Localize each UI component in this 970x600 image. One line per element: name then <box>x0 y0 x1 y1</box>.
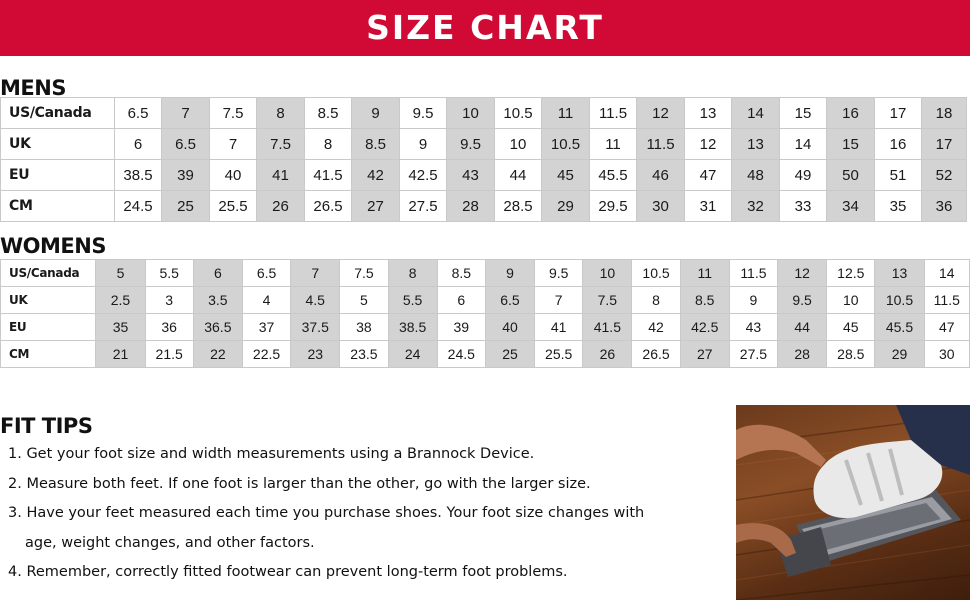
size-cell: 27.5 <box>729 341 777 368</box>
size-cell: 40 <box>485 314 534 341</box>
size-cell: 32 <box>732 191 780 222</box>
size-cell: 11 <box>542 98 590 129</box>
row-label: US/Canada <box>1 98 115 129</box>
fit-tip-item: age, weight changes, and other factors. <box>25 534 315 551</box>
table-row <box>1 260 970 287</box>
size-cell: 17 <box>922 129 967 160</box>
size-cell: 12 <box>637 98 685 129</box>
size-cell: 37 <box>242 314 290 341</box>
size-cell: 6 <box>193 260 242 287</box>
size-cell: 25 <box>485 341 534 368</box>
fit-tips-list <box>8 440 723 588</box>
size-cell: 28.5 <box>495 191 542 222</box>
size-cell: 29 <box>542 191 590 222</box>
table-row <box>1 160 967 191</box>
size-cell: 9.5 <box>447 129 495 160</box>
size-cell: 10 <box>447 98 495 129</box>
size-cell: 15 <box>827 129 875 160</box>
size-cell: 6 <box>437 287 485 314</box>
size-cell: 36 <box>922 191 967 222</box>
size-cell: 9 <box>729 287 777 314</box>
size-cell: 21 <box>96 341 145 368</box>
row-label: EU <box>1 160 115 191</box>
size-cell: 7.5 <box>583 287 632 314</box>
fit-tip-item: 2. Measure both feet. If one foot is larger than the other, go with the larger size. <box>8 475 591 492</box>
size-cell: 9 <box>485 260 534 287</box>
size-cell: 9.5 <box>778 287 827 314</box>
size-cell: 7.5 <box>257 129 305 160</box>
fit-tips-title: FIT TIPS <box>0 414 93 438</box>
size-cell: 29.5 <box>590 191 637 222</box>
size-cell: 26 <box>257 191 305 222</box>
size-cell: 21.5 <box>145 341 193 368</box>
size-cell: 8.5 <box>437 260 485 287</box>
size-cell: 24 <box>388 341 437 368</box>
size-cell: 38.5 <box>388 314 437 341</box>
size-cell: 11 <box>680 260 729 287</box>
table-row <box>1 98 967 129</box>
size-cell: 25.5 <box>535 341 583 368</box>
size-cell: 12 <box>685 129 732 160</box>
size-cell: 8.5 <box>305 98 352 129</box>
size-cell: 51 <box>875 160 922 191</box>
size-cell: 11.5 <box>729 260 777 287</box>
size-cell: 24.5 <box>115 191 162 222</box>
size-cell: 22 <box>193 341 242 368</box>
size-cell: 43 <box>729 314 777 341</box>
size-cell: 31 <box>685 191 732 222</box>
size-cell: 41.5 <box>583 314 632 341</box>
size-cell: 28 <box>447 191 495 222</box>
size-cell: 11.5 <box>590 98 637 129</box>
size-cell: 5 <box>96 260 145 287</box>
size-cell: 9 <box>400 129 447 160</box>
size-cell: 26.5 <box>305 191 352 222</box>
size-cell: 47 <box>924 314 969 341</box>
size-cell: 7.5 <box>340 260 388 287</box>
size-cell: 14 <box>780 129 827 160</box>
row-label: UK <box>1 129 115 160</box>
size-cell: 27 <box>352 191 400 222</box>
size-cell: 5.5 <box>388 287 437 314</box>
size-cell: 6.5 <box>115 98 162 129</box>
size-cell: 5 <box>340 287 388 314</box>
womens-section-title: WOMENS <box>0 234 106 258</box>
size-cell: 25.5 <box>210 191 257 222</box>
fit-tip-item: 3. Have your feet measured each time you purchase shoes. Your foot size changes with <box>8 505 645 521</box>
size-cell: 52 <box>922 160 967 191</box>
size-cell: 10.5 <box>495 98 542 129</box>
size-cell: 41 <box>535 314 583 341</box>
womens-size-table <box>0 259 970 368</box>
size-cell: 8 <box>305 129 352 160</box>
size-cell: 45 <box>542 160 590 191</box>
size-cell: 13 <box>875 260 924 287</box>
size-cell: 10.5 <box>875 287 924 314</box>
size-cell: 30 <box>637 191 685 222</box>
size-cell: 50 <box>827 160 875 191</box>
size-cell: 26 <box>583 341 632 368</box>
size-cell: 36.5 <box>193 314 242 341</box>
size-cell: 36 <box>145 314 193 341</box>
size-cell: 35 <box>96 314 145 341</box>
size-cell: 26.5 <box>632 341 680 368</box>
size-cell: 12.5 <box>827 260 875 287</box>
size-cell: 37.5 <box>291 314 340 341</box>
size-cell: 29 <box>875 341 924 368</box>
size-cell: 18 <box>922 98 967 129</box>
size-cell: 3 <box>145 287 193 314</box>
size-cell: 41 <box>257 160 305 191</box>
row-label: EU <box>1 314 96 341</box>
size-cell: 48 <box>732 160 780 191</box>
size-cell: 8 <box>388 260 437 287</box>
size-cell: 10 <box>827 287 875 314</box>
size-cell: 24.5 <box>437 341 485 368</box>
size-cell: 42 <box>352 160 400 191</box>
size-cell: 10 <box>495 129 542 160</box>
table-row <box>1 129 967 160</box>
size-cell: 2.5 <box>96 287 145 314</box>
size-cell: 44 <box>778 314 827 341</box>
size-cell: 35 <box>875 191 922 222</box>
size-cell: 9 <box>352 98 400 129</box>
size-cell: 38 <box>340 314 388 341</box>
size-cell: 13 <box>685 98 732 129</box>
size-cell: 28.5 <box>827 341 875 368</box>
size-cell: 39 <box>437 314 485 341</box>
size-cell: 14 <box>924 260 969 287</box>
size-cell: 39 <box>162 160 210 191</box>
size-cell: 38.5 <box>115 160 162 191</box>
size-cell: 7 <box>291 260 340 287</box>
size-cell: 7 <box>535 287 583 314</box>
size-cell: 4.5 <box>291 287 340 314</box>
size-cell: 40 <box>210 160 257 191</box>
size-cell: 10.5 <box>632 260 680 287</box>
brannock-device-photo <box>736 405 970 600</box>
table-row <box>1 287 970 314</box>
size-cell: 15 <box>780 98 827 129</box>
size-cell: 12 <box>778 260 827 287</box>
size-cell: 4 <box>242 287 290 314</box>
size-cell: 10.5 <box>542 129 590 160</box>
size-cell: 42 <box>632 314 680 341</box>
table-row <box>1 191 967 222</box>
table-row <box>1 341 970 368</box>
size-cell: 49 <box>780 160 827 191</box>
size-cell: 7 <box>210 129 257 160</box>
size-cell: 45 <box>827 314 875 341</box>
size-cell: 8 <box>257 98 305 129</box>
size-cell: 43 <box>447 160 495 191</box>
size-cell: 23.5 <box>340 341 388 368</box>
size-cell: 7.5 <box>210 98 257 129</box>
size-cell: 23 <box>291 341 340 368</box>
size-cell: 28 <box>778 341 827 368</box>
mens-section-title: MENS <box>0 76 66 100</box>
size-cell: 11 <box>590 129 637 160</box>
fit-tip-item: 4. Remember, correctly fitted footwear can prevent long-term foot problems. <box>8 564 568 580</box>
size-cell: 30 <box>924 341 969 368</box>
size-cell: 41.5 <box>305 160 352 191</box>
size-cell: 3.5 <box>193 287 242 314</box>
size-cell: 42.5 <box>680 314 729 341</box>
mens-size-table <box>0 97 967 222</box>
foot-measurement-illustration <box>736 405 970 600</box>
size-cell: 5.5 <box>145 260 193 287</box>
size-cell: 25 <box>162 191 210 222</box>
size-cell: 6.5 <box>485 287 534 314</box>
size-cell: 44 <box>495 160 542 191</box>
fit-tip-item: 1. Get your foot size and width measurements using a Brannock Device. <box>8 446 535 462</box>
size-cell: 42.5 <box>400 160 447 191</box>
row-label: CM <box>1 191 115 222</box>
row-label: US/Canada <box>1 260 96 287</box>
size-cell: 33 <box>780 191 827 222</box>
size-cell: 45.5 <box>875 314 924 341</box>
size-chart-banner <box>0 0 970 56</box>
size-cell: 11.5 <box>637 129 685 160</box>
size-cell: 8.5 <box>680 287 729 314</box>
size-cell: 6.5 <box>242 260 290 287</box>
size-cell: 17 <box>875 98 922 129</box>
size-cell: 8.5 <box>352 129 400 160</box>
size-cell: 13 <box>732 129 780 160</box>
size-cell: 46 <box>637 160 685 191</box>
size-cell: 10 <box>583 260 632 287</box>
size-cell: 16 <box>827 98 875 129</box>
size-cell: 34 <box>827 191 875 222</box>
size-cell: 27.5 <box>400 191 447 222</box>
row-label: CM <box>1 341 96 368</box>
size-cell: 7 <box>162 98 210 129</box>
table-row <box>1 314 970 341</box>
size-cell: 8 <box>632 287 680 314</box>
row-label: UK <box>1 287 96 314</box>
page-title: SIZE CHART <box>366 8 604 47</box>
size-cell: 16 <box>875 129 922 160</box>
size-cell: 9.5 <box>400 98 447 129</box>
size-cell: 14 <box>732 98 780 129</box>
size-cell: 27 <box>680 341 729 368</box>
size-cell: 6 <box>115 129 162 160</box>
size-cell: 22.5 <box>242 341 290 368</box>
size-cell: 47 <box>685 160 732 191</box>
size-cell: 6.5 <box>162 129 210 160</box>
size-cell: 9.5 <box>535 260 583 287</box>
size-cell: 11.5 <box>924 287 969 314</box>
size-cell: 45.5 <box>590 160 637 191</box>
